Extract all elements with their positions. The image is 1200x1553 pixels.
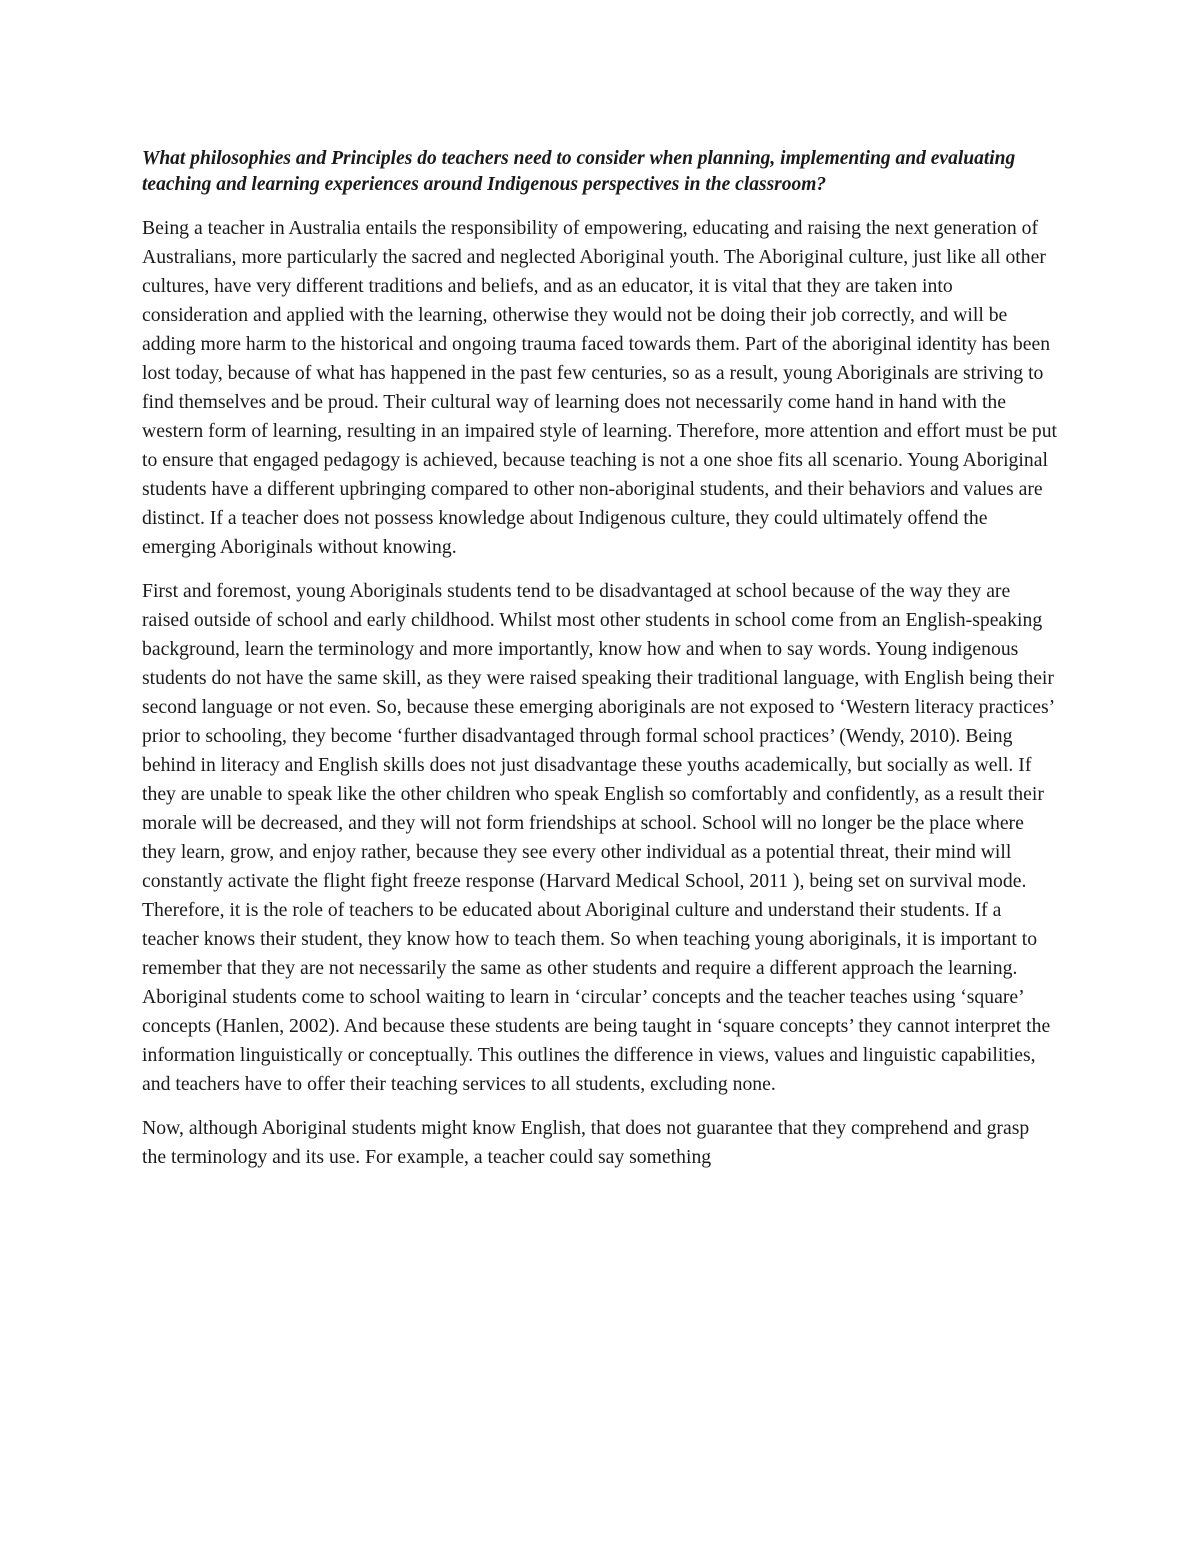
paragraph-2: First and foremost, young Aboriginals students tend to be disadvantaged at school because of the way they are raised outside of school and early childhood. Whilst most other students in school come from an English-speaking background, learn the terminology and more importantly, know how and when to say words. Young indigenous students do not have the same skill, as they were raised speaking their traditional language, with English being their second language or not even. So, because these emerging aboriginals are not exposed to ‘Western literacy practices’ prior to schooling, they become ‘further disadvantaged through formal school practices’ (Wendy, 2010). Being behind in literacy and English skills does not just disadvantage these youths academically, but socially as well. If they are unable to speak like the other children who speak English so comfortably and confidently, as a result their morale will be decreased, and they will not form friendships at school. School will no longer be the place where they learn, grow, and enjoy rather, because they see every other individual as a potential threat, their mind will constantly activate the flight fight freeze response (Harvard Medical School, 2011 ), being set on survival mode. Therefore, it is the role of teachers to be educated about Aboriginal culture and understand their students. If a teacher knows their student, they know how to teach them. So when teaching young aboriginals, it is important to remember that they are not necessarily the same as other students and require a different approach the learning. Aboriginal students come to school waiting to learn in ‘circular’ concepts and the teacher teaches using ‘square’ concepts (Hanlen, 2002). And because these students are being taught in ‘square concepts’ they cannot interpret the information linguistically or conceptually. This outlines the difference in views, values and linguistic capabilities, and teachers have to offer their teaching services to all students, excluding none. — [142, 580, 1054, 1095]
essay-question-heading: What philosophies and Principles do teachers need to consider when planning, implementing and evaluating teaching and learning experiences around Indigenous perspectives in the classroom? — [142, 148, 1016, 195]
document-body — [142, 146, 1058, 1187]
paragraph-1: Being a teacher in Australia entails the responsibility of empowering, educating and raising the next generation of Australians, more particularly the sacred and neglected Aboriginal youth. The Aboriginal culture, just like all other cultures, have very different traditions and beliefs, and as an educator, it is vital that they are taken into consideration and applied with the learning, otherwise they would not be doing their job correctly, and will be adding more harm to the historical and ongoing trauma faced towards them. Part of the aboriginal identity has been lost today, because of what has happened in the past few centuries, so as a result, young Aboriginals are striving to find themselves and be proud. Their cultural way of learning does not necessarily come hand in hand with the western form of learning, resulting in an impaired style of learning. Therefore, more attention and effort must be put to ensure that engaged pedagogy is achieved, because teaching is not a one shoe fits all scenario. Young Aboriginal students have a different upbringing compared to other non-aboriginal students, and their behaviors and values are distinct. If a teacher does not possess knowledge about Indigenous culture, they could ultimately offend the emerging Aboriginals without knowing. — [142, 217, 1058, 558]
paragraph-3: Now, although Aboriginal students might know English, that does not guarantee that they comprehend and grasp the terminology and its use. For example, a teacher could say something — [142, 1117, 1030, 1168]
